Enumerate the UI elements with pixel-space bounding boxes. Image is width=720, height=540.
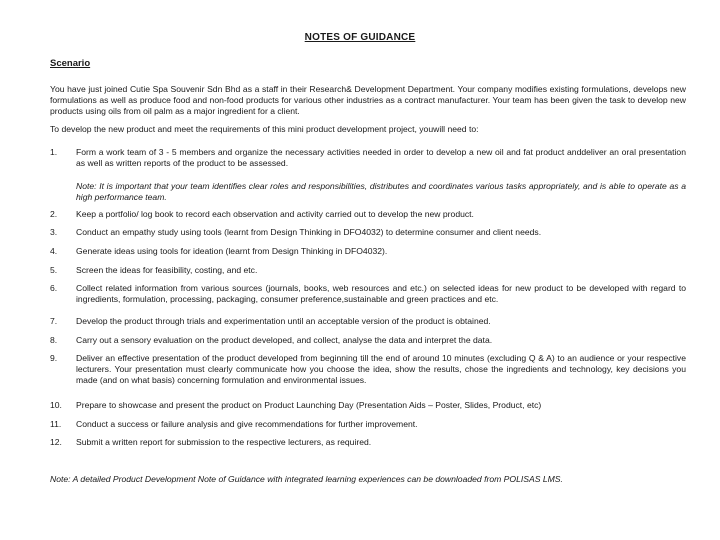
step-text: Screen the ideas for feasibility, costing, and etc.: [76, 265, 258, 275]
step-number: 11.: [50, 419, 62, 429]
step-text: Form a work team of 3 - 5 members and organize the necessary activities needed in order to develop a new oil and fat product anddeliver an oral presentation as well as written reports of the product to be assessed.: [76, 147, 686, 168]
step-text: Prepare to showcase and present the product on Product Launching Day (Presentation Aids – Poster, Slides, Product, etc): [76, 400, 542, 410]
step-number: 4.: [50, 246, 58, 256]
intro-paragraph: You have just joined Cutie Spa Souvenir Sdn Bhd as a staff in their Research& Development Department. Your company modifies existing formulations, develops new formulations as well as produce food and non-food products for various other industries as a contract manufacturer. Your team has been given the task to develop new products using oils from oil palm as a major ingredient for a client.: [50, 84, 686, 116]
step-text: Develop the product through trials and experimentation until an acceptable version of the product is obtained.: [76, 316, 491, 326]
step-text: Submit a written report for submission to the respective lecturers, as required.: [76, 437, 372, 447]
document-title: NOTES OF GUIDANCE: [304, 32, 416, 43]
footnote: Note: A detailed Product Development Note of Guidance with integrated learning experiences can be downloaded from POLISAS LMS.: [50, 474, 563, 484]
step-text: Generate ideas using tools for ideation (learnt from Design Thinking in DFO4032).: [76, 246, 388, 256]
step-number: 1.: [50, 147, 58, 157]
step-number: 3.: [50, 227, 58, 237]
step1-note: Note: It is important that your team identifies clear roles and responsibilities, distributes and coordinates various tasks appropriately, and is able to operate as a high performance team.: [76, 181, 686, 202]
scenario-heading: Scenario: [50, 58, 91, 69]
lead-in-paragraph: To develop the new product and meet the requirements of this mini product development project, youwill need to:: [50, 124, 479, 134]
step-number: 2.: [50, 209, 58, 219]
step-number: 9.: [50, 353, 58, 363]
step-number: 8.: [50, 335, 58, 345]
step-text: Conduct an empathy study using tools (learnt from Design Thinking in DFO4032) to determine consumer and client needs.: [76, 227, 542, 237]
step-text: Deliver an effective presentation of the product developed from beginning till the end of around 10 minutes (excluding Q & A) to an audience or your respective lecturers. Your presentation must clearly communicate how you choose the idea, show the results, chose the ingredients and technology, key decisions you made (and on what basis) concerning formulation and environmental issues.: [76, 353, 686, 385]
step-text: Keep a portfolio/ log book to record each observation and activity carried out to develop the new product.: [76, 209, 474, 219]
step-number: 5.: [50, 265, 58, 275]
step-text: Conduct a success or failure analysis and give recommendations for further improvement.: [76, 419, 418, 429]
step-number: 10.: [50, 400, 62, 410]
step-text: Collect related information from various sources (journals, books, web resources and etc.) on selected ideas for new product to be developed with regard to ingredients, formulation, processing, packaging, consumer preference,sustainable and green practices and etc.: [76, 283, 686, 304]
step-text: Carry out a sensory evaluation on the product developed, and collect, analyse the data and interpret the data.: [76, 335, 493, 345]
step-number: 7.: [50, 316, 58, 326]
step-number: 6.: [50, 283, 58, 293]
step-number: 12.: [50, 437, 62, 447]
